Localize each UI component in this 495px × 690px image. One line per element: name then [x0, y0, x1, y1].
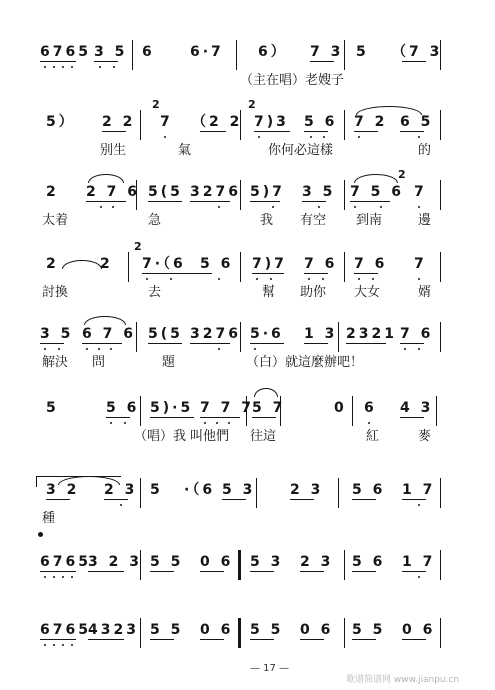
underline-beam	[86, 201, 126, 202]
note-group: 7·（6	[142, 256, 186, 272]
octave-dot	[418, 278, 420, 280]
octave-dot	[86, 348, 88, 350]
underline-beam	[300, 571, 324, 572]
lyric-text: 紅	[366, 429, 380, 444]
note-group: 2 7 6	[86, 184, 140, 200]
note-group: 5 6	[352, 554, 386, 570]
underline-beam	[252, 273, 284, 274]
note-group: 6	[364, 400, 377, 416]
barline	[338, 322, 339, 352]
underline-beam	[250, 201, 280, 202]
note-group: 2321	[346, 326, 397, 342]
grace-note: 2	[398, 168, 406, 181]
lyric-line	[0, 354, 495, 374]
site-watermark: 歌谱简谱网 www.jianpu.cn	[346, 675, 460, 685]
underline-beam	[400, 417, 424, 418]
octave-dot	[418, 504, 420, 506]
octave-dot	[318, 206, 320, 208]
lyric-text: 邊	[418, 213, 432, 228]
lyric-text: 助你	[300, 285, 327, 300]
barline	[140, 550, 141, 580]
note-group: 5 6	[200, 256, 234, 272]
underline-beam	[400, 131, 424, 132]
note-group: 2 2	[102, 114, 136, 130]
lyric-text: 的	[418, 143, 432, 158]
note-group: 5 5	[150, 554, 184, 570]
underline-beam	[254, 131, 290, 132]
octave-dot	[404, 348, 406, 350]
underline-beam	[82, 343, 122, 344]
note-line	[0, 240, 495, 278]
note-line	[0, 322, 495, 348]
lyric-text: 種	[42, 511, 56, 526]
barline	[140, 478, 141, 508]
lyric-text: （主在唱）老嫂子	[240, 73, 345, 88]
barline	[338, 478, 339, 508]
octave-dot	[44, 348, 46, 350]
note-group: 7 7 7	[200, 400, 254, 416]
underline-beam	[346, 343, 386, 344]
barline	[436, 396, 437, 426]
barline	[440, 478, 441, 508]
note-group: 6765	[40, 622, 91, 638]
repeat-barline	[238, 550, 241, 580]
barline	[136, 322, 137, 352]
underline-beam	[400, 343, 424, 344]
octave-dot	[113, 66, 115, 68]
note-group: 7	[160, 114, 173, 130]
note-group: 0 6	[300, 622, 334, 638]
lyric-line	[0, 212, 495, 232]
barline	[440, 550, 441, 580]
note-group: 0 6	[200, 622, 234, 638]
barline	[128, 252, 129, 282]
note-group: 7)7	[252, 256, 287, 272]
lyric-text: 題	[162, 355, 176, 370]
barline	[352, 396, 353, 426]
note-group: 2	[46, 256, 59, 272]
underline-beam	[148, 201, 182, 202]
note-group: 6·7	[190, 44, 224, 60]
lyric-text: （唱）我	[134, 429, 187, 444]
lyric-line	[0, 72, 495, 92]
underline-beam	[150, 639, 174, 640]
note-group: 6 5	[400, 114, 434, 130]
underline-beam	[200, 417, 240, 418]
barline	[344, 180, 345, 210]
note-group: 3 5	[302, 184, 336, 200]
lyric-text: 氣	[178, 143, 192, 158]
lyric-text: 急	[148, 213, 162, 228]
underline-beam	[302, 201, 326, 202]
octave-dot	[380, 206, 382, 208]
underline-beam	[104, 499, 128, 500]
underline-beam	[250, 343, 284, 344]
octave-dot	[44, 644, 46, 646]
octave-dot	[99, 66, 101, 68]
octave-dot	[62, 644, 64, 646]
note-group: 7 6	[304, 256, 338, 272]
note-group: 5 3	[222, 482, 256, 498]
note-group: 5 6	[106, 400, 140, 416]
underline-beam	[310, 61, 334, 62]
lyric-text: 往這	[250, 429, 277, 444]
note-group: 5(5	[148, 326, 183, 342]
note-group: ·（6	[184, 482, 216, 498]
note-group: 5 7	[252, 400, 286, 416]
tie-slur	[356, 106, 422, 115]
note-group: 5)·5	[150, 400, 194, 416]
lyric-text: 麥	[418, 429, 432, 444]
octave-dot	[218, 206, 220, 208]
lyric-text: （白）就這麼辦吧！	[246, 355, 364, 370]
octave-dot	[228, 422, 230, 424]
octave-dot	[100, 206, 102, 208]
note-group: 5·6	[250, 326, 284, 342]
grace-note: 2	[248, 98, 256, 111]
octave-dot	[418, 136, 420, 138]
note-group: 3 2 3	[88, 554, 142, 570]
octave-dot	[354, 206, 356, 208]
underline-beam	[354, 131, 378, 132]
octave-dot	[58, 348, 60, 350]
octave-dot	[44, 66, 46, 68]
note-group: 2	[46, 184, 59, 200]
note-line	[0, 478, 495, 504]
barline	[440, 110, 441, 140]
octave-dot	[71, 576, 73, 578]
note-group: 7	[414, 256, 427, 272]
octave-dot	[120, 504, 122, 506]
octave-dot	[53, 576, 55, 578]
lyric-text: 别生	[100, 143, 127, 158]
note-group: 5 3	[250, 554, 284, 570]
octave-dot	[53, 644, 55, 646]
note-group: 5 6	[304, 114, 338, 130]
note-group: 5 6	[352, 482, 386, 498]
tie-slur	[62, 260, 102, 269]
lyric-line	[0, 510, 495, 530]
note-group: （2 2	[192, 114, 243, 130]
tie-slur	[84, 316, 126, 325]
octave-dot	[71, 66, 73, 68]
note-group: 2 3	[300, 554, 334, 570]
note-line	[0, 550, 495, 576]
underline-beam	[304, 273, 328, 274]
underline-beam	[300, 639, 324, 640]
note-group: 5	[356, 44, 369, 60]
underline-beam	[352, 571, 376, 572]
note-group: 5)7	[250, 184, 285, 200]
octave-dot	[258, 136, 260, 138]
barline	[136, 180, 137, 210]
octave-dot	[310, 136, 312, 138]
lyric-line	[0, 284, 495, 304]
octave-dot	[254, 348, 256, 350]
underline-beam	[402, 61, 426, 62]
underline-beam	[40, 343, 64, 344]
barline	[440, 618, 441, 648]
lyric-text: 叫他們	[190, 429, 230, 444]
underline-beam	[40, 61, 76, 62]
grace-note: 2	[134, 240, 142, 253]
underline-beam	[350, 201, 390, 202]
octave-dot	[418, 576, 420, 578]
note-group: 6 7 6	[82, 326, 136, 342]
barline	[140, 618, 141, 648]
note-group: 0 6	[402, 622, 436, 638]
barline	[132, 40, 133, 70]
lyric-text: 你何必這樣	[268, 143, 334, 158]
barline	[280, 396, 281, 426]
note-group: 5）	[46, 114, 76, 130]
underline-beam	[200, 639, 224, 640]
lyric-text: 去	[148, 285, 162, 300]
underline-beam	[250, 571, 274, 572]
underline-beam	[304, 343, 328, 344]
underline-beam	[190, 201, 230, 202]
note-group: 3 2	[46, 482, 80, 498]
octave-dot	[110, 348, 112, 350]
octave-dot	[44, 576, 46, 578]
barline	[240, 322, 241, 352]
note-group: 5 5	[250, 622, 284, 638]
barline	[256, 478, 257, 508]
octave-dot	[124, 422, 126, 424]
octave-dot	[71, 644, 73, 646]
note-group: 1 7	[402, 482, 436, 498]
note-group: 5	[150, 482, 163, 498]
tie-slur	[88, 174, 124, 183]
octave-dot	[358, 136, 360, 138]
note-group: 7 6	[400, 326, 434, 342]
lyric-text: 討換	[42, 285, 69, 300]
barline	[240, 180, 241, 210]
note-group: 7 3	[310, 44, 344, 60]
barline	[440, 40, 441, 70]
underline-beam	[250, 639, 274, 640]
note-group: 6）	[258, 44, 288, 60]
note-line	[0, 396, 495, 422]
note-group: 6765	[40, 554, 91, 570]
lyric-line	[0, 428, 495, 448]
lyric-text: 太着	[42, 213, 69, 228]
underline-beam	[200, 571, 224, 572]
octave-dot	[216, 422, 218, 424]
note-group: 2 3	[290, 482, 324, 498]
underline-beam	[402, 639, 426, 640]
underline-beam	[352, 499, 376, 500]
note-line	[0, 168, 495, 206]
underline-beam	[88, 639, 124, 640]
underline-beam	[252, 417, 276, 418]
note-group: 3276	[190, 184, 241, 200]
underline-beam	[148, 343, 182, 344]
barline	[344, 550, 345, 580]
underline-beam	[352, 639, 376, 640]
octave-dot	[146, 278, 148, 280]
note-group: 1 7	[402, 554, 436, 570]
note-group: 3276	[190, 326, 241, 342]
underline-beam	[304, 131, 328, 132]
bullet-mark	[38, 532, 43, 537]
lyric-text: 解決	[42, 355, 69, 370]
octave-dot	[98, 348, 100, 350]
note-group: 5 5	[352, 622, 386, 638]
barline	[440, 180, 441, 210]
note-line	[0, 40, 495, 66]
underline-beam	[150, 571, 174, 572]
barline	[246, 396, 247, 426]
underline-beam	[150, 417, 194, 418]
note-group: 6765	[40, 44, 91, 60]
lyric-text: 婿	[418, 285, 432, 300]
lyric-text: 大女	[354, 285, 381, 300]
lyric-text: 幫	[262, 285, 276, 300]
barline	[140, 396, 141, 426]
underline-beam	[142, 273, 212, 274]
tie-slur	[254, 388, 278, 397]
underline-beam	[102, 131, 126, 132]
underline-beam	[354, 273, 378, 274]
octave-dot	[170, 278, 172, 280]
octave-dot	[110, 422, 112, 424]
barline	[344, 252, 345, 282]
note-line	[0, 98, 495, 136]
octave-dot	[418, 348, 420, 350]
octave-dot	[164, 136, 166, 138]
underline-beam	[402, 499, 426, 500]
octave-dot	[358, 278, 360, 280]
underline-beam	[222, 499, 246, 500]
octave-dot	[270, 278, 272, 280]
note-group: 5(5	[148, 184, 183, 200]
note-group: 0 6	[200, 554, 234, 570]
octave-dot	[53, 66, 55, 68]
barline	[440, 322, 441, 352]
octave-dot	[272, 206, 274, 208]
note-line	[0, 618, 495, 644]
grace-note: 2	[152, 98, 160, 111]
note-group: 5 5	[150, 622, 184, 638]
underline-beam	[290, 499, 314, 500]
note-group: 7 2	[354, 114, 388, 130]
octave-dot	[218, 348, 220, 350]
repeat-barline	[238, 618, 241, 648]
barline	[344, 618, 345, 648]
barline	[240, 252, 241, 282]
note-group: （7 3	[392, 44, 443, 60]
note-group: 0	[334, 400, 347, 416]
octave-dot	[308, 278, 310, 280]
underline-beam	[190, 343, 230, 344]
lyric-text: 到南	[356, 213, 383, 228]
note-group: 7 6	[354, 256, 388, 272]
lyric-text: 我	[260, 213, 274, 228]
barline	[440, 252, 441, 282]
octave-dot	[368, 422, 370, 424]
octave-dot	[218, 278, 220, 280]
tie-slur	[354, 174, 398, 183]
octave-dot	[62, 66, 64, 68]
lyric-text: 有空	[300, 213, 327, 228]
underline-beam	[402, 571, 426, 572]
barline	[236, 40, 237, 70]
note-group: 7 5 6	[350, 184, 404, 200]
note-group: 2 3	[104, 482, 138, 498]
note-group: 4 3	[400, 400, 434, 416]
note-group: 1 3	[304, 326, 338, 342]
octave-dot	[322, 278, 324, 280]
note-group: 4323	[88, 622, 139, 638]
note-group: 6	[142, 44, 155, 60]
note-group: 3 5	[40, 326, 74, 342]
note-group: 7	[414, 184, 427, 200]
underline-beam	[94, 61, 118, 62]
tie-slur	[58, 476, 120, 485]
barline	[240, 110, 241, 140]
underline-beam	[46, 499, 70, 500]
note-group: 7)3	[254, 114, 289, 130]
note-group: 5	[46, 400, 59, 416]
underline-beam	[106, 417, 130, 418]
note-group: 2	[100, 256, 113, 272]
underline-beam	[40, 571, 76, 572]
underline-beam	[200, 131, 226, 132]
underline-beam	[88, 571, 124, 572]
octave-dot	[323, 136, 325, 138]
lyric-line	[0, 142, 495, 162]
note-group: 3 5	[94, 44, 128, 60]
lyric-text: 問	[92, 355, 106, 370]
octave-dot	[204, 422, 206, 424]
octave-dot	[112, 206, 114, 208]
octave-dot	[256, 278, 258, 280]
underline-beam	[40, 639, 76, 640]
octave-dot	[418, 206, 420, 208]
barline	[344, 40, 345, 70]
octave-dot	[372, 278, 374, 280]
barline	[344, 110, 345, 140]
page-number: — 17 —	[250, 663, 290, 674]
barline	[140, 110, 141, 140]
octave-dot	[62, 576, 64, 578]
